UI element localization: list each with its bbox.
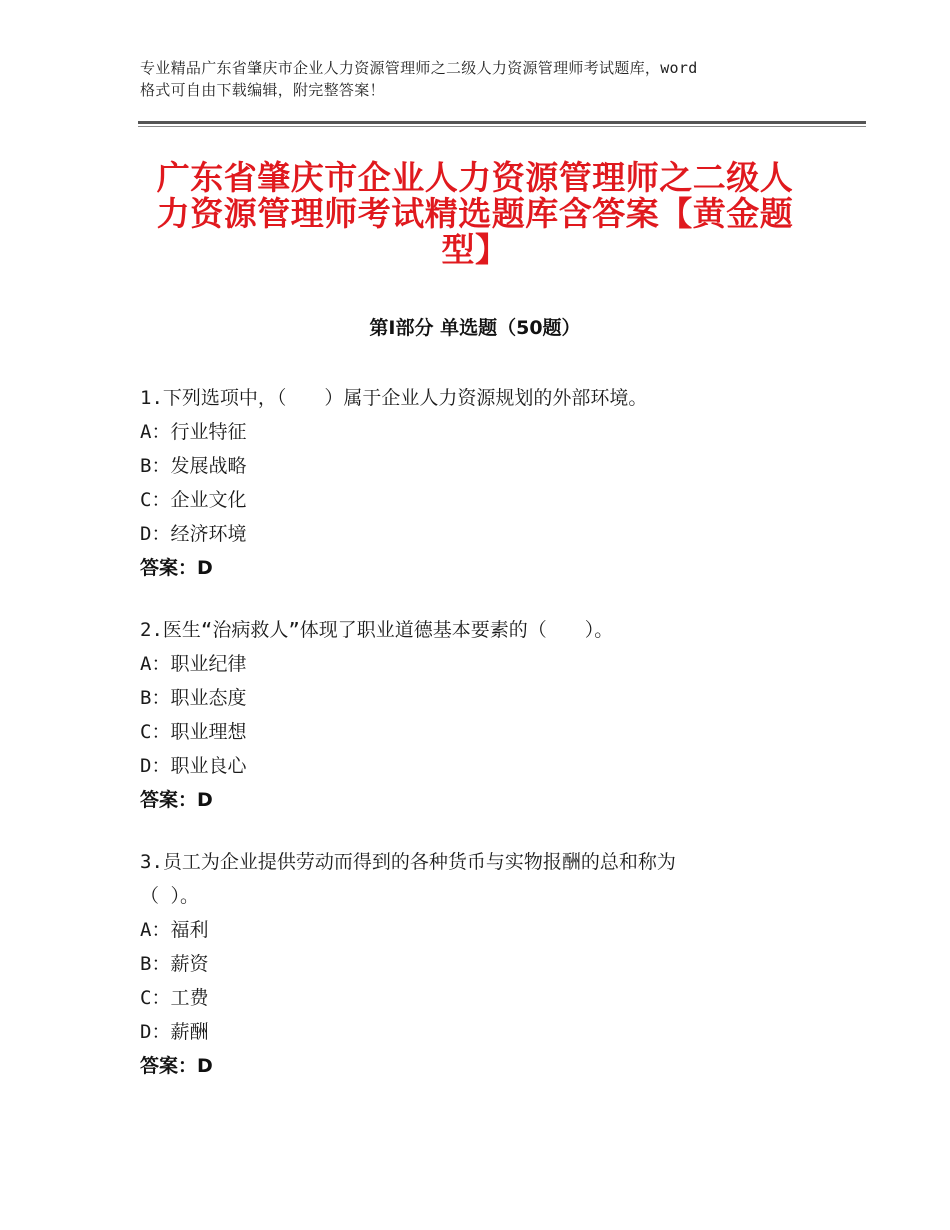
option-d: D：经济环境 [140, 523, 247, 545]
header-note-line-1: 专业精品广东省肇庆市企业人力资源管理师之二级人力资源管理师考试题库，word [140, 59, 698, 77]
question-stem: 1.下列选项中，（ ）属于企业人力资源规划的外部环境。 [140, 387, 648, 409]
answer-line: 答案：D [140, 789, 213, 811]
option-c: C：企业文化 [140, 489, 247, 511]
option-c: C：职业理想 [140, 721, 247, 743]
document-title-line-2: 力资源管理师考试精选题库含答案【黄金题 [156, 194, 794, 233]
question-stem: 2.医生“治病救人”体现了职业道德基本要素的（ ）。 [140, 619, 614, 641]
option-a: A：福利 [140, 919, 209, 941]
question-3 [140, 845, 780, 1083]
question-stem: 3.员工为企业提供劳动而得到的各种货币与实物报酬的总和称为 [140, 851, 676, 873]
option-b: B：薪资 [140, 953, 209, 975]
question-2 [140, 613, 780, 817]
option-b: B：职业态度 [140, 687, 247, 709]
option-b: B：发展战略 [140, 455, 247, 477]
header-divider-thick [138, 121, 866, 124]
question-stem-continuation: （ ）。 [140, 885, 199, 907]
document-title [140, 160, 810, 268]
question-1 [140, 381, 780, 585]
header-note [140, 57, 840, 101]
answer-line: 答案：D [140, 1055, 213, 1077]
header-divider-thin [138, 126, 866, 127]
answer-line: 答案：D [140, 557, 213, 579]
option-d: D：职业良心 [140, 755, 247, 777]
document-title-line-1: 广东省肇庆市企业人力资源管理师之二级人 [156, 158, 794, 197]
option-a: A：职业纪律 [140, 653, 247, 675]
document-title-line-3: 型】 [441, 230, 509, 269]
option-d: D：薪酬 [140, 1021, 209, 1043]
question-list [140, 381, 780, 1111]
option-a: A：行业特征 [140, 421, 247, 443]
header-note-line-2: 格式可自由下载编辑，附完整答案！ [140, 81, 385, 99]
section-heading: 第Ⅰ部分 单选题（50题） [369, 317, 581, 339]
option-c: C：工费 [140, 987, 209, 1009]
